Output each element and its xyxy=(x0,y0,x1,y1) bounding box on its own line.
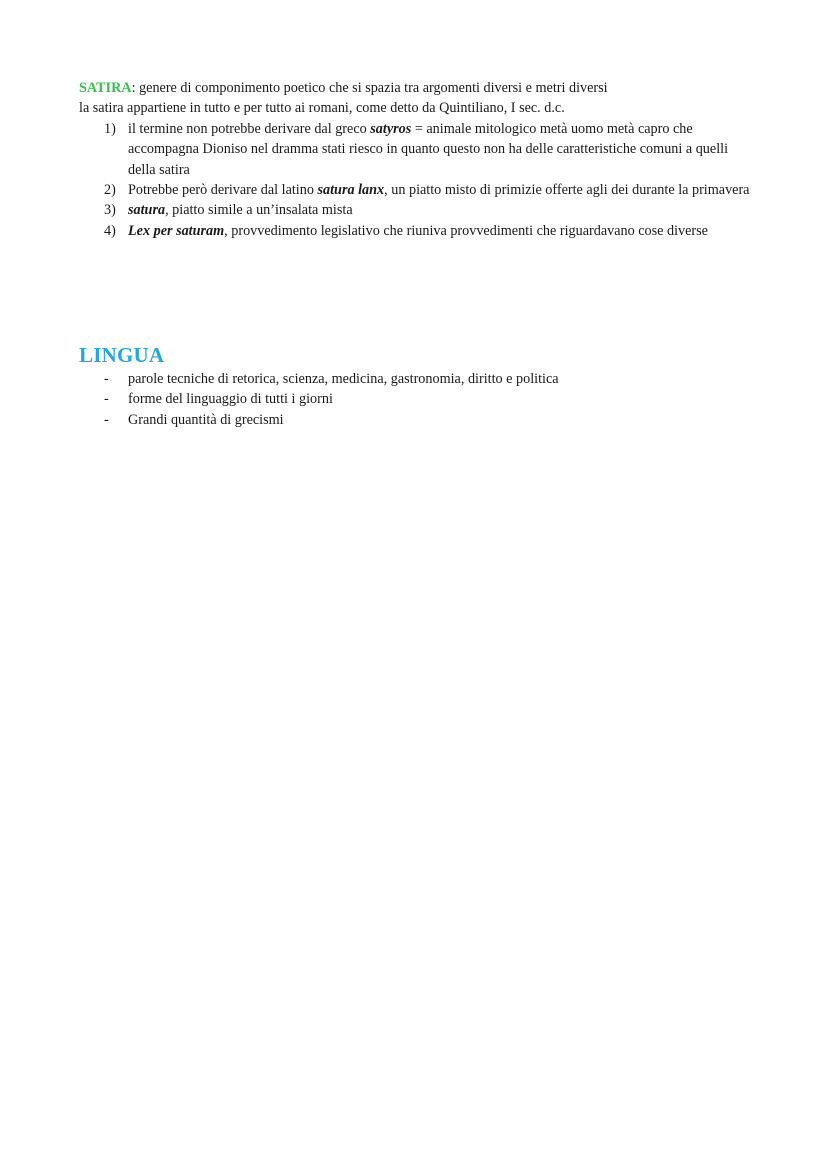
list-item-emphasis: satura xyxy=(128,202,166,219)
list-item-text: , piatto simile a un’insalata mista xyxy=(165,202,353,219)
lingua-list xyxy=(79,369,759,430)
list-item-text: , provvedimento legislativo che riuniva provvedimenti che riguardavano cose diverse xyxy=(224,222,708,239)
list-item-text: = animale mitologico metà uomo metà capro che accompagna Dioniso nel dramma stati riesco in quanto questo non ha delle caratteristiche comuni a quelli della satira xyxy=(128,120,729,178)
list-item-number: 2) xyxy=(104,182,116,199)
satira-etymology-list xyxy=(79,119,759,241)
dash-bullet: - xyxy=(104,411,109,428)
list-item-number: 3) xyxy=(104,202,116,219)
list-item xyxy=(79,389,759,409)
list-item xyxy=(79,119,759,180)
list-item-text: Grandi quantità di grecismi xyxy=(128,411,284,428)
dash-bullet: - xyxy=(104,391,109,408)
list-item-text: parole tecniche di retorica, scienza, medicina, gastronomia, diritto e politica xyxy=(128,371,559,387)
list-item-text: il termine non potrebbe derivare dal greco xyxy=(128,120,371,137)
satira-origin-line: la satira appartiene in tutto e per tutto ai romani, come detto da Quintiliano, I sec. d.c. xyxy=(79,100,565,117)
list-item xyxy=(79,369,759,389)
list-item xyxy=(79,200,759,220)
list-item-emphasis: satura lanx xyxy=(317,182,385,199)
dash-bullet: - xyxy=(104,371,109,387)
lingua-heading: LINGUA xyxy=(79,343,165,367)
list-item-text: Potrebbe però derivare dal latino xyxy=(128,182,318,199)
list-item-text: forme del linguaggio di tutti i giorni xyxy=(128,391,333,408)
list-item-number: 1) xyxy=(104,120,116,137)
satira-section xyxy=(79,78,759,241)
satira-definition: : genere di componimento poetico che si spazia tra argomenti diversi e metri diversi xyxy=(131,80,608,96)
list-item-text: , un piatto misto di primizie offerte agli dei durante la primavera xyxy=(384,182,750,199)
list-item-number: 4) xyxy=(104,222,116,239)
list-item xyxy=(79,410,759,430)
list-item xyxy=(79,180,759,200)
list-item-emphasis: Lex per saturam xyxy=(128,222,225,239)
satira-definition-line xyxy=(79,78,759,98)
list-item xyxy=(79,221,759,241)
list-item-emphasis: satyros xyxy=(370,120,412,137)
satira-label: SATIRA xyxy=(79,80,132,96)
lingua-section xyxy=(79,342,759,430)
